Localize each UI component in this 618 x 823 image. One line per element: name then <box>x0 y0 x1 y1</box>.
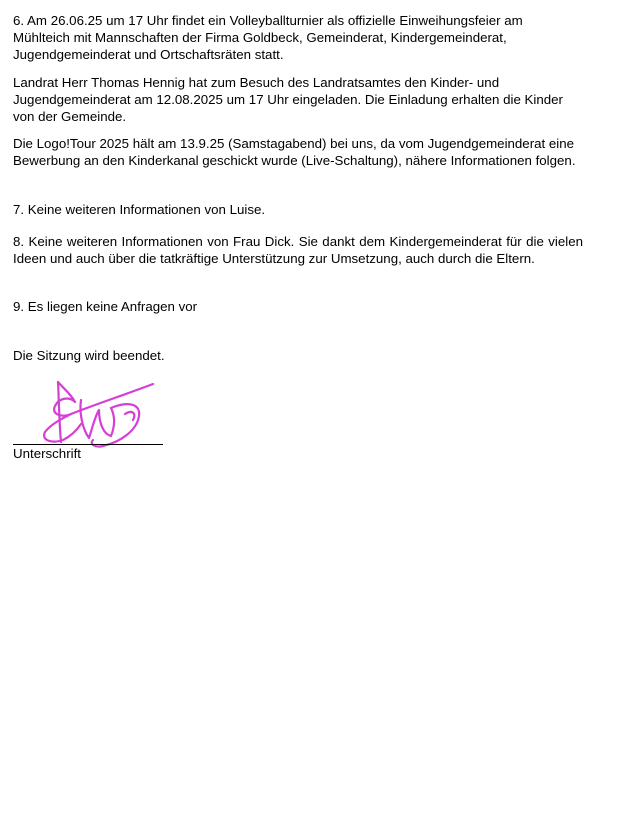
paragraph-item-6: 6. Am 26.06.25 um 17 Uhr findet ein Volleyballturnier als offizielle Einweihungsfeier am Mühlteich mit Mannschaften der Firma Goldbeck, Gemeinderat, Kindergemeinderat, Jugendgemeinderat und Ortschaftsräten statt. <box>13 13 523 62</box>
paragraph-logo-tour: Die Logo!Tour 2025 hält am 13.9.25 (Samstagabend) bei uns, da vom Jugendgemeinderat eine Bewerbung an den Kinderkanal geschickt wurde (Live-Schaltung), nähere Informationen folgen. <box>13 136 576 168</box>
closing-statement: Die Sitzung wird beendet. <box>13 348 165 363</box>
paragraph-landrat-invitation: Landrat Herr Thomas Hennig hat zum Besuch des Landratsamtes den Kinder- und Jugendgemeinderat am 12.08.2025 um 17 Uhr eingeladen. Die Einladung erhalten die Kinder von der Gemeinde. <box>13 75 563 124</box>
paragraph-item-8: 8. Keine weiteren Informationen von Frau Dick. Sie dankt dem Kindergemeinderat für die vielen Ideen und auch über die tatkräftige Unterstützung zur Umsetzung, auch durch die Eltern. <box>13 234 583 266</box>
handwritten-signature <box>41 380 165 452</box>
paragraph-item-7: 7. Keine weiteren Informationen von Luise. <box>13 202 266 217</box>
signature-label: Unterschrift <box>13 446 81 461</box>
paragraph-item-9: 9. Es liegen keine Anfragen vor <box>13 299 198 314</box>
signature-line <box>13 444 163 445</box>
signature-block <box>13 380 173 470</box>
